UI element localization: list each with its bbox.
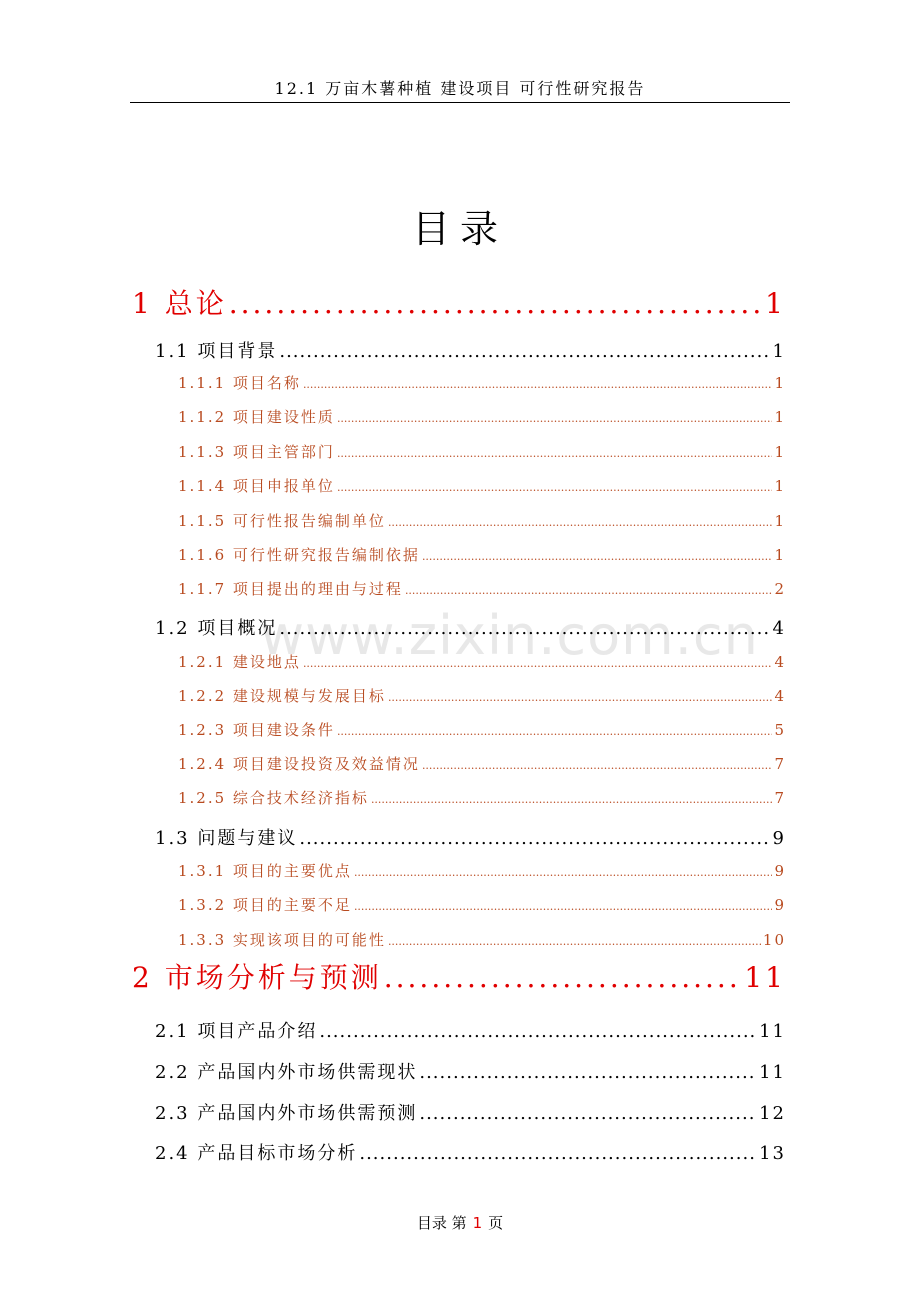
- header-divider: [130, 102, 790, 103]
- toc-entry-label: 1.1.7 项目提出的理由与过程: [178, 580, 403, 598]
- toc-entry[interactable]: [132, 956, 786, 994]
- toc-entry[interactable]: [155, 337, 786, 361]
- footer-page-number: 1: [472, 1214, 483, 1232]
- toc-entry-label: 1.2.5 综合技术经济指标: [178, 789, 369, 807]
- toc-leader-dots: [419, 1103, 757, 1124]
- toc-leader-dots: [388, 935, 761, 948]
- toc-entry[interactable]: [178, 929, 786, 949]
- toc-entry-label: 2.1 项目产品介绍: [155, 1021, 318, 1042]
- toc-entry[interactable]: [155, 1058, 786, 1082]
- toc-leader-dots: [384, 961, 743, 994]
- toc-leader-dots: [388, 691, 773, 704]
- toc-entry-page: 12: [759, 1103, 786, 1124]
- toc-entry-page: 11: [759, 1021, 786, 1042]
- toc-entry[interactable]: [178, 685, 786, 705]
- toc-entry-page: 1: [774, 477, 786, 495]
- toc-entry-label: 1.1 项目背景: [155, 341, 278, 362]
- toc-leader-dots: [337, 481, 773, 494]
- toc-entry[interactable]: [178, 544, 786, 564]
- toc-entry-page: 1: [774, 512, 786, 530]
- toc-entry-page: 1: [774, 408, 786, 426]
- footer-suffix: 页: [488, 1214, 504, 1232]
- toc-entry[interactable]: [155, 1139, 786, 1163]
- toc-leader-dots: [422, 550, 773, 563]
- toc-entry-label: 1.2.2 建设规模与发展目标: [178, 687, 386, 705]
- toc-entry-label: 1.1.6 可行性研究报告编制依据: [178, 546, 420, 564]
- toc-entry-page: 4: [774, 687, 786, 705]
- toc-leader-dots: [419, 1062, 757, 1083]
- toc-leader-dots: [337, 447, 773, 460]
- toc-entry[interactable]: [178, 578, 786, 598]
- toc-entry-page: 7: [774, 789, 786, 807]
- toc-entry-label: 1.2 项目概况: [155, 618, 278, 639]
- toc-entry[interactable]: [178, 787, 786, 807]
- toc-entry[interactable]: [178, 719, 786, 739]
- toc-entry-label: 2.2 产品国内外市场供需现状: [155, 1062, 418, 1083]
- toc-leader-dots: [279, 618, 770, 639]
- toc-entry[interactable]: [178, 372, 786, 392]
- toc-leader-dots: [299, 828, 770, 849]
- toc-entry-page: 4: [772, 618, 786, 639]
- toc-leader-dots: [229, 287, 763, 320]
- toc-entry-page: 9: [774, 896, 786, 914]
- toc-entry[interactable]: [178, 753, 786, 773]
- toc-entry-page: 4: [774, 653, 786, 671]
- toc-leader-dots: [371, 793, 773, 806]
- watermark: www.zixin.com.cn: [260, 604, 759, 667]
- toc-entry-label: 2 市场分析与预测: [132, 961, 382, 994]
- toc-entry[interactable]: [155, 614, 786, 638]
- toc-leader-dots: [422, 759, 773, 772]
- toc-leader-dots: [359, 1143, 757, 1164]
- toc-leader-dots: [319, 1021, 757, 1042]
- toc-entry-page: 13: [759, 1143, 786, 1164]
- toc-entry-page: 1: [772, 341, 786, 362]
- toc-entry-label: 1.3 问题与建议: [155, 828, 298, 849]
- page-title: 目录: [411, 207, 508, 251]
- toc-entry-label: 1.3.3 实现该项目的可能性: [178, 931, 386, 949]
- toc-leader-dots: [354, 900, 773, 913]
- toc-entry-label: 1 总论: [132, 287, 227, 320]
- toc-entry-page: 1: [765, 287, 786, 320]
- running-header: 12.1 万亩木薯种植 建设项目 可行性研究报告: [274, 79, 646, 98]
- toc-entry[interactable]: [155, 1017, 786, 1041]
- toc-leader-dots: [405, 584, 773, 597]
- toc-entry-page: 10: [762, 931, 786, 949]
- toc-entry[interactable]: [155, 824, 786, 848]
- toc-leader-dots: [337, 725, 773, 738]
- toc-entry-label: 2.4 产品目标市场分析: [155, 1143, 358, 1164]
- toc-entry-page: 5: [774, 721, 786, 739]
- toc-leader-dots: [303, 657, 773, 670]
- toc-entry-page: 11: [759, 1062, 786, 1083]
- toc-entry[interactable]: [178, 406, 786, 426]
- toc-leader-dots: [303, 378, 773, 391]
- toc-entry-label: 1.1.5 可行性报告编制单位: [178, 512, 386, 530]
- toc-entry-page: 9: [772, 828, 786, 849]
- toc-entry-label: 1.3.1 项目的主要优点: [178, 862, 352, 880]
- toc-leader-dots: [279, 341, 770, 362]
- toc-entry-page: 9: [774, 862, 786, 880]
- toc-entry-label: 1.2.4 项目建设投资及效益情况: [178, 755, 420, 773]
- toc-entry[interactable]: [178, 651, 786, 671]
- toc-leader-dots: [388, 516, 773, 529]
- toc-entry-page: 11: [744, 961, 786, 994]
- toc-entry-label: 1.1.2 项目建设性质: [178, 408, 335, 426]
- toc-entry-page: 2: [774, 580, 786, 598]
- toc-entry[interactable]: [178, 475, 786, 495]
- page-footer: [0, 1212, 920, 1233]
- toc-entry[interactable]: [178, 510, 786, 530]
- toc-entry[interactable]: [155, 1099, 786, 1123]
- toc-entry-label: 1.3.2 项目的主要不足: [178, 896, 352, 914]
- toc-entry[interactable]: [178, 860, 786, 880]
- footer-prefix: 目录 第: [416, 1214, 467, 1232]
- toc-entry-label: 2.3 产品国内外市场供需预测: [155, 1103, 418, 1124]
- toc-entry-page: 1: [774, 546, 786, 564]
- toc-entry-label: 1.1.3 项目主管部门: [178, 443, 335, 461]
- toc-entry-page: 1: [774, 374, 786, 392]
- toc-entry-label: 1.2.1 建设地点: [178, 653, 301, 671]
- toc-entry[interactable]: [132, 282, 786, 320]
- toc-entry-label: 1.1.1 项目名称: [178, 374, 301, 392]
- toc-entry-label: 1.1.4 项目申报单位: [178, 477, 335, 495]
- toc-entry[interactable]: [178, 441, 786, 461]
- toc-entry-page: 7: [774, 755, 786, 773]
- toc-entry-page: 1: [774, 443, 786, 461]
- toc-entry[interactable]: [178, 894, 786, 914]
- toc-leader-dots: [337, 412, 773, 425]
- toc-leader-dots: [354, 866, 773, 879]
- toc-entry-label: 1.2.3 项目建设条件: [178, 721, 335, 739]
